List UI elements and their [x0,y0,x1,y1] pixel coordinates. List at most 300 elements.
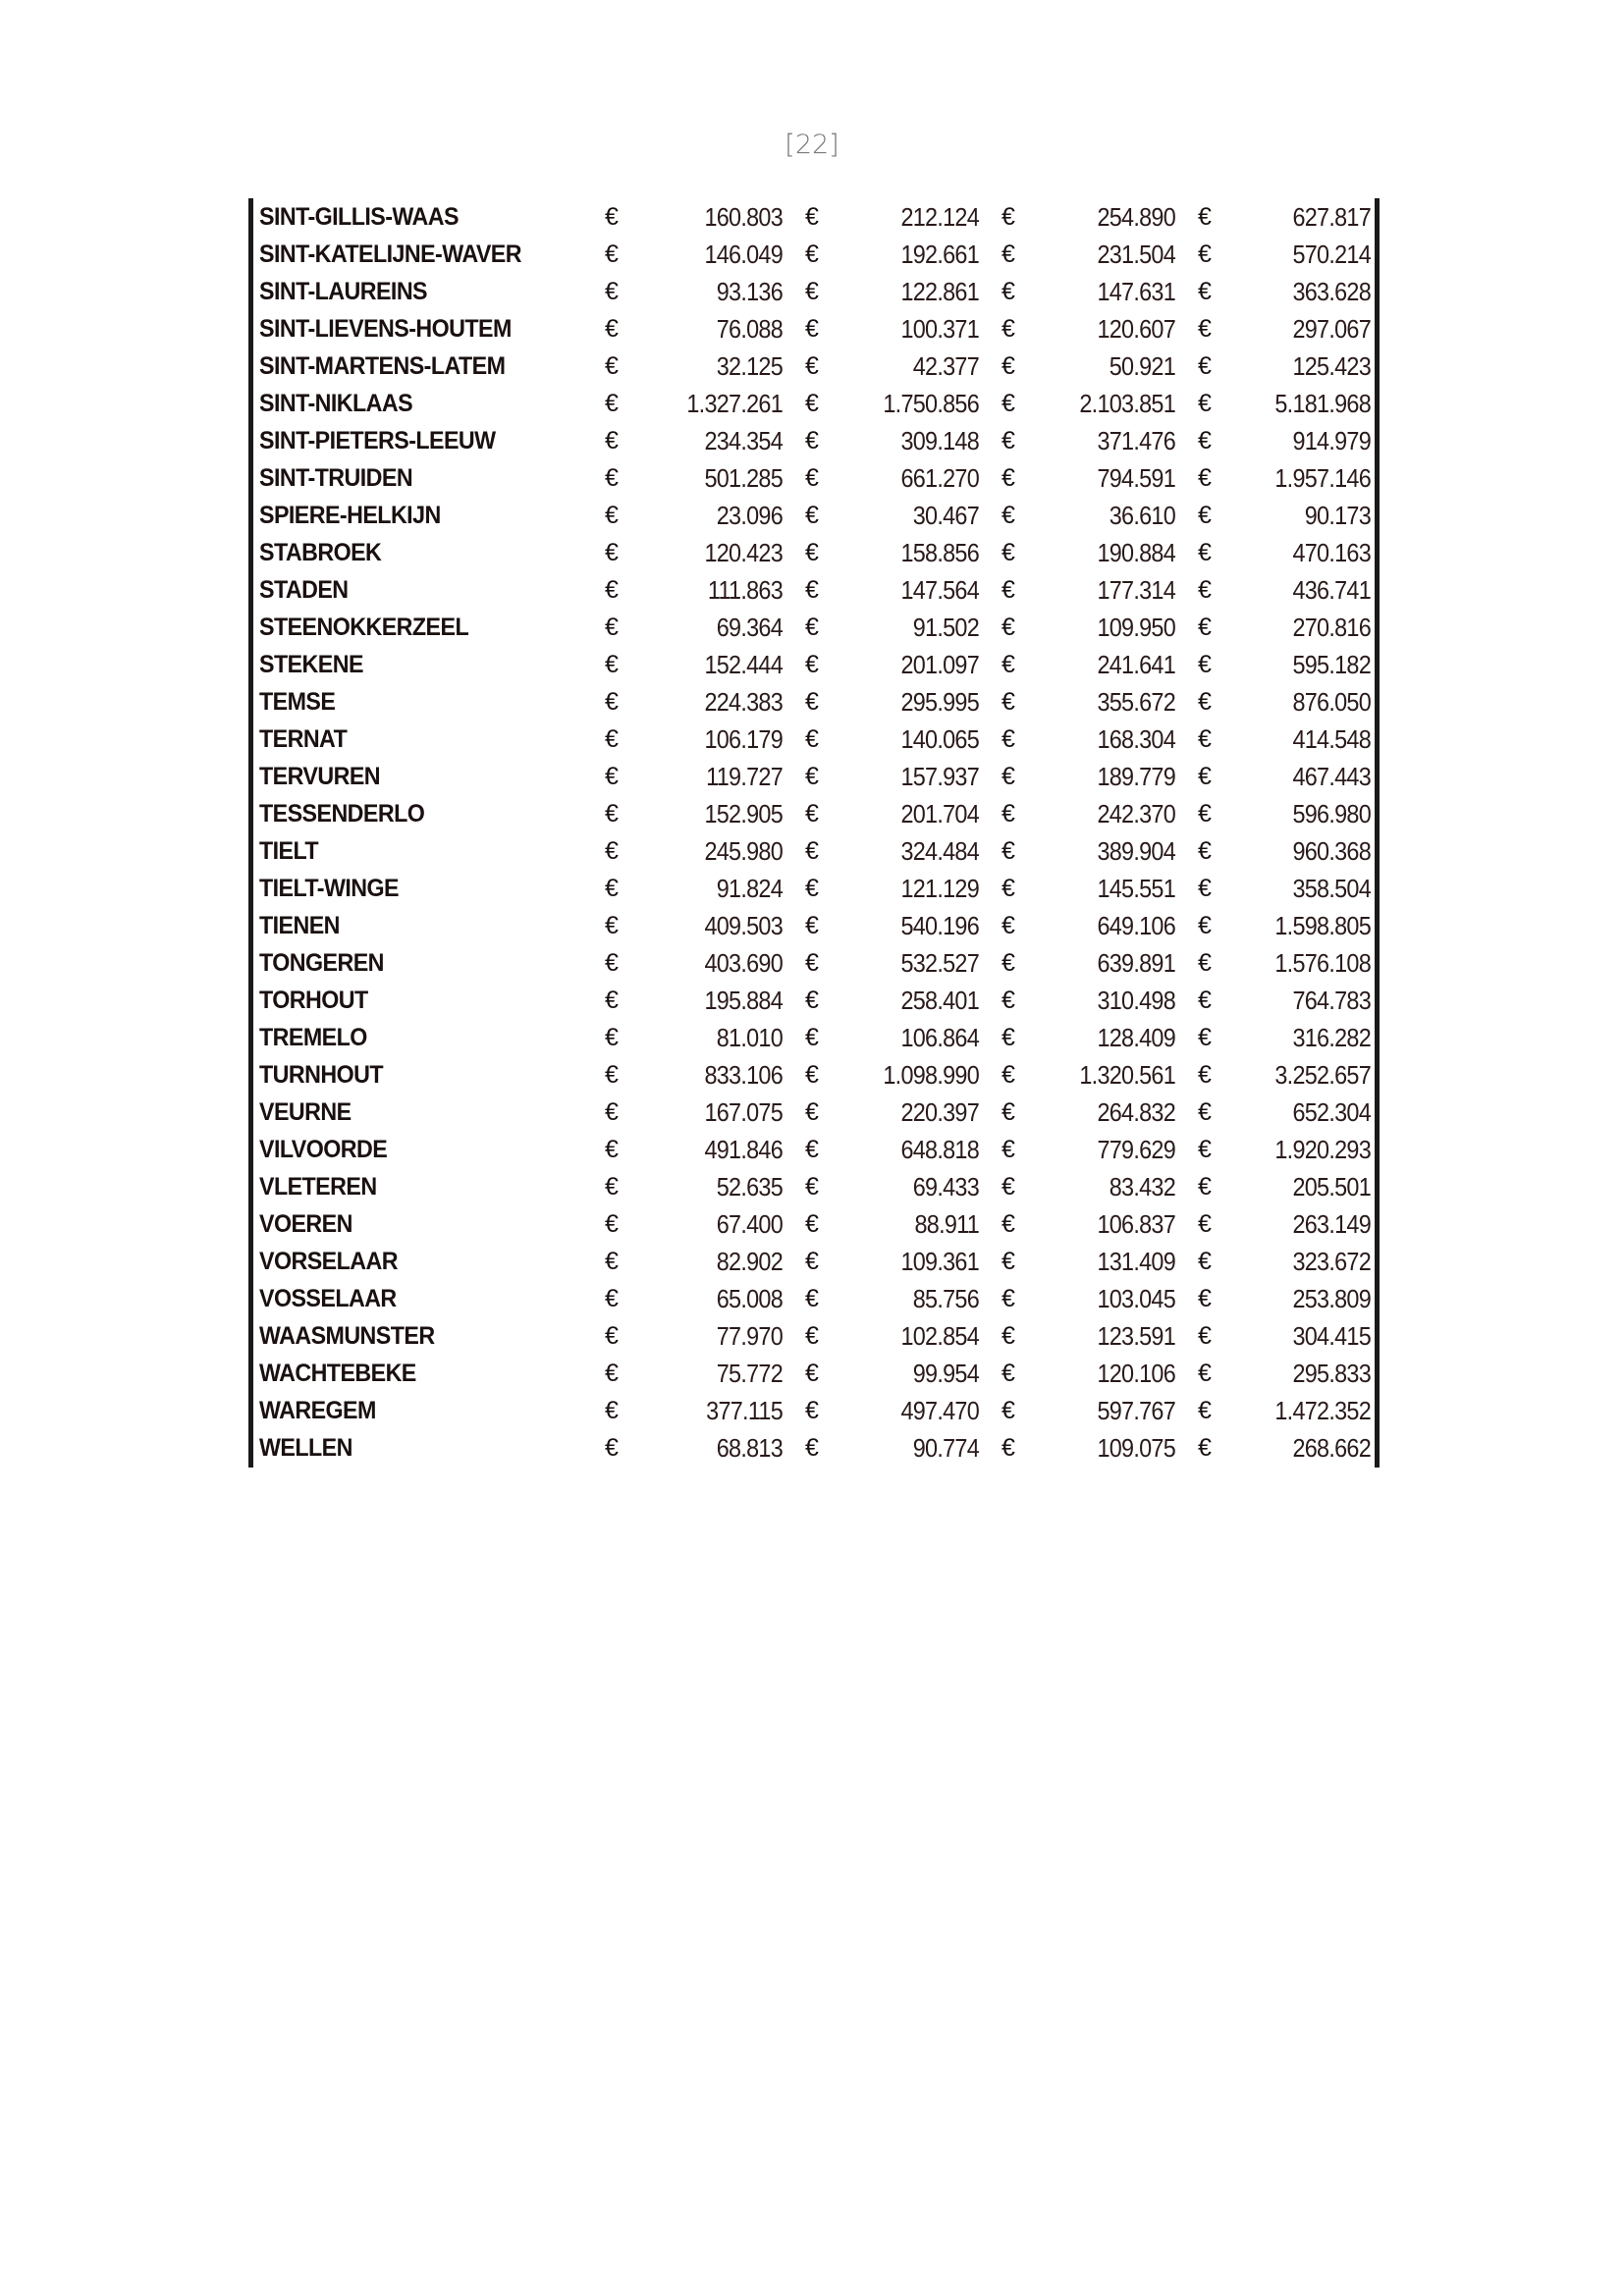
table-row [253,795,1375,832]
euro-sign: € [1001,725,1015,753]
amount-col-2: 90.774 [912,1433,979,1463]
amount-col-1: 833.106 [704,1060,783,1090]
amount-col-4: 436.741 [1292,575,1371,605]
euro-sign: € [1001,352,1015,380]
amount-col-3: 794.591 [1097,463,1175,493]
amount-col-1: 82.902 [716,1247,783,1276]
table-row [253,1355,1375,1392]
amount-col-4: 125.423 [1292,351,1371,381]
euro-sign: € [605,464,619,492]
amount-col-3: 355.672 [1097,687,1175,717]
euro-sign: € [1001,949,1015,977]
amount-col-2: 258.401 [900,986,979,1015]
amount-col-3: 106.837 [1097,1209,1175,1239]
table-row [253,198,1375,236]
municipality-name: TORHOUT [259,987,368,1014]
amount-col-1: 1.327.261 [686,389,783,418]
euro-sign: € [1198,576,1212,604]
amount-col-1: 69.364 [716,613,783,642]
table-row [253,347,1375,385]
municipality-name: TIENEN [259,912,340,939]
euro-sign: € [805,1210,819,1238]
amount-col-2: 532.527 [900,948,979,978]
table-row [253,1056,1375,1094]
amount-col-4: 1.472.352 [1274,1396,1371,1425]
amount-col-3: 371.476 [1097,426,1175,455]
euro-sign: € [605,502,619,529]
amount-col-4: 414.548 [1292,724,1371,754]
euro-sign: € [605,1098,619,1126]
euro-sign: € [1001,1210,1015,1238]
euro-sign: € [1198,725,1212,753]
table-row [253,1019,1375,1056]
municipality-name: STEENOKKERZEEL [259,614,469,641]
amount-col-2: 201.704 [900,799,979,828]
amount-col-4: 652.304 [1292,1097,1371,1127]
amount-col-1: 152.905 [704,799,783,828]
euro-sign: € [1001,875,1015,902]
euro-sign: € [1001,576,1015,604]
amount-col-2: 147.564 [900,575,979,605]
municipality-name: TIELT-WINGE [259,875,399,902]
municipality-name: STABROEK [259,539,382,566]
amount-col-2: 220.397 [900,1097,979,1127]
municipality-name: SINT-KATELIJNE-WAVER [259,240,521,268]
euro-sign: € [1198,614,1212,641]
euro-sign: € [605,1024,619,1051]
amount-col-3: 36.610 [1109,501,1175,530]
municipality-name: VOEREN [259,1210,352,1238]
amount-col-2: 309.148 [900,426,979,455]
table-row [253,1131,1375,1168]
euro-sign: € [605,1397,619,1424]
amount-col-1: 195.884 [704,986,783,1015]
amount-col-2: 69.433 [912,1172,979,1201]
euro-sign: € [605,1061,619,1089]
amount-col-2: 106.864 [900,1023,979,1052]
euro-sign: € [1001,688,1015,716]
amount-col-4: 304.415 [1292,1321,1371,1351]
euro-sign: € [605,800,619,828]
table-row [253,944,1375,982]
table-row [253,683,1375,721]
amount-col-3: 2.103.851 [1079,389,1175,418]
euro-sign: € [1001,1173,1015,1201]
euro-sign: € [805,1173,819,1201]
table-row [253,907,1375,944]
euro-sign: € [1001,800,1015,828]
amount-col-3: 120.106 [1097,1359,1175,1388]
euro-sign: € [1198,875,1212,902]
municipality-name: SINT-LAUREINS [259,278,428,305]
euro-sign: € [1198,1285,1212,1312]
euro-sign: € [1198,315,1212,343]
amount-col-3: 109.950 [1097,613,1175,642]
municipality-name: WACHTEBEKE [259,1360,416,1387]
euro-sign: € [1198,278,1212,305]
amount-col-1: 32.125 [716,351,783,381]
amount-col-4: 627.817 [1292,202,1371,232]
amount-col-1: 68.813 [716,1433,783,1463]
amount-col-2: 201.097 [900,650,979,679]
amount-col-4: 570.214 [1292,240,1371,269]
euro-sign: € [1198,203,1212,231]
euro-sign: € [805,278,819,305]
euro-sign: € [805,539,819,566]
euro-sign: € [805,1098,819,1126]
euro-sign: € [805,800,819,828]
municipality-name: VOSSELAAR [259,1285,397,1312]
euro-sign: € [605,1434,619,1462]
amount-col-4: 295.833 [1292,1359,1371,1388]
euro-sign: € [1001,1098,1015,1126]
euro-sign: € [805,875,819,902]
euro-sign: € [1198,800,1212,828]
municipality-name: VILVOORDE [259,1136,388,1163]
municipality-name: WELLEN [259,1434,352,1462]
amount-col-3: 231.504 [1097,240,1175,269]
euro-sign: € [805,763,819,790]
amount-col-4: 596.980 [1292,799,1371,828]
euro-sign: € [605,1173,619,1201]
municipality-name: SPIERE-HELKIJN [259,502,441,529]
amount-col-2: 102.854 [900,1321,979,1351]
amount-col-2: 99.954 [912,1359,979,1388]
amount-col-4: 358.504 [1292,874,1371,903]
amount-col-1: 409.503 [704,911,783,940]
amount-col-4: 316.282 [1292,1023,1371,1052]
amount-col-2: 192.661 [900,240,979,269]
amount-col-2: 109.361 [900,1247,979,1276]
euro-sign: € [1001,502,1015,529]
euro-sign: € [1198,539,1212,566]
municipality-name: SINT-TRUIDEN [259,464,413,492]
euro-sign: € [605,390,619,417]
table-row [253,1094,1375,1131]
amount-col-3: 189.779 [1097,762,1175,791]
amount-col-1: 146.049 [704,240,783,269]
euro-sign: € [805,240,819,268]
amount-col-2: 85.756 [912,1284,979,1313]
table-row [253,1317,1375,1355]
amount-col-4: 595.182 [1292,650,1371,679]
euro-sign: € [1001,837,1015,865]
amount-col-3: 109.075 [1097,1433,1175,1463]
euro-sign: € [1001,763,1015,790]
euro-sign: € [805,1061,819,1089]
euro-sign: € [605,651,619,678]
amount-col-3: 1.320.561 [1079,1060,1175,1090]
amount-col-3: 190.884 [1097,538,1175,567]
euro-sign: € [805,1285,819,1312]
table-row [253,1280,1375,1317]
euro-sign: € [1198,987,1212,1014]
amount-col-4: 467.443 [1292,762,1371,791]
table-row [253,609,1375,646]
euro-sign: € [1198,1360,1212,1387]
amount-col-2: 140.065 [900,724,979,754]
amount-col-2: 121.129 [900,874,979,903]
amount-col-2: 212.124 [900,202,979,232]
amount-col-4: 1.576.108 [1274,948,1371,978]
euro-sign: € [805,427,819,454]
amount-col-3: 389.904 [1097,836,1175,866]
euro-sign: € [1198,949,1212,977]
amount-col-4: 764.783 [1292,986,1371,1015]
amount-col-4: 914.979 [1292,426,1371,455]
euro-sign: € [1001,1322,1015,1350]
amount-col-3: 639.891 [1097,948,1175,978]
euro-sign: € [805,1322,819,1350]
euro-sign: € [605,315,619,343]
page-number: [22] [785,130,839,160]
euro-sign: € [1001,1061,1015,1089]
amount-col-3: 131.409 [1097,1247,1175,1276]
euro-sign: € [605,875,619,902]
euro-sign: € [605,576,619,604]
amount-col-1: 106.179 [704,724,783,754]
euro-sign: € [1198,1136,1212,1163]
euro-sign: € [1198,763,1212,790]
euro-sign: € [1001,1285,1015,1312]
euro-sign: € [805,912,819,939]
euro-sign: € [1198,240,1212,268]
euro-sign: € [605,427,619,454]
euro-sign: € [605,1248,619,1275]
amount-col-1: 93.136 [716,277,783,306]
euro-sign: € [805,1136,819,1163]
amount-col-1: 77.970 [716,1321,783,1351]
euro-sign: € [1001,390,1015,417]
amount-col-2: 295.995 [900,687,979,717]
amount-col-1: 224.383 [704,687,783,717]
municipality-name: STADEN [259,576,349,604]
amount-col-4: 323.672 [1292,1247,1371,1276]
table-row [253,646,1375,683]
euro-sign: € [605,763,619,790]
table-row [253,385,1375,422]
municipality-name: TESSENDERLO [259,800,425,828]
municipality-name: VLETEREN [259,1173,377,1201]
euro-sign: € [605,1136,619,1163]
table-row [253,1168,1375,1205]
euro-sign: € [605,688,619,716]
euro-sign: € [605,240,619,268]
euro-sign: € [1001,1360,1015,1387]
euro-sign: € [805,502,819,529]
euro-sign: € [805,390,819,417]
amount-col-3: 254.890 [1097,202,1175,232]
municipality-amounts-table [248,198,1380,1468]
amount-col-2: 540.196 [900,911,979,940]
euro-sign: € [605,1285,619,1312]
euro-sign: € [805,987,819,1014]
table-row [253,310,1375,347]
amount-col-3: 168.304 [1097,724,1175,754]
amount-col-1: 377.115 [706,1396,783,1425]
amount-col-4: 1.920.293 [1274,1135,1371,1164]
municipality-name: SINT-GILLIS-WAAS [259,203,459,231]
table-row [253,758,1375,795]
table-row [253,870,1375,907]
amount-col-3: 242.370 [1097,799,1175,828]
amount-col-1: 501.285 [704,463,783,493]
table-row [253,459,1375,497]
amount-col-1: 491.846 [704,1135,783,1164]
amount-col-2: 158.856 [900,538,979,567]
table-row [253,1243,1375,1280]
amount-col-1: 65.008 [716,1284,783,1313]
euro-sign: € [1001,987,1015,1014]
municipality-name: STEKENE [259,651,363,678]
table-row [253,832,1375,870]
euro-sign: € [1198,1061,1212,1089]
amount-col-1: 403.690 [704,948,783,978]
euro-sign: € [605,1210,619,1238]
municipality-name: TURNHOUT [259,1061,383,1089]
euro-sign: € [1198,1248,1212,1275]
amount-col-1: 167.075 [704,1097,783,1127]
euro-sign: € [1001,203,1015,231]
amount-col-3: 128.409 [1097,1023,1175,1052]
euro-sign: € [605,912,619,939]
amount-col-4: 90.173 [1304,501,1371,530]
municipality-name: TIELT [259,837,319,865]
amount-col-1: 23.096 [716,501,783,530]
euro-sign: € [1198,427,1212,454]
amount-col-2: 324.484 [900,836,979,866]
euro-sign: € [605,987,619,1014]
euro-sign: € [1198,912,1212,939]
municipality-name: TONGEREN [259,949,384,977]
amount-col-1: 111.863 [707,575,783,605]
euro-sign: € [1001,1024,1015,1051]
amount-col-2: 157.937 [900,762,979,791]
amount-col-1: 52.635 [716,1172,783,1201]
municipality-name: TERNAT [259,725,348,753]
euro-sign: € [1001,1136,1015,1163]
amount-col-4: 205.501 [1292,1172,1371,1201]
table-row [253,571,1375,609]
table-row [253,273,1375,310]
euro-sign: € [605,614,619,641]
amount-col-4: 263.149 [1292,1209,1371,1239]
euro-sign: € [1001,539,1015,566]
amount-col-3: 50.921 [1109,351,1175,381]
euro-sign: € [805,837,819,865]
amount-col-1: 81.010 [716,1023,783,1052]
euro-sign: € [1198,651,1212,678]
municipality-name: SINT-LIEVENS-HOUTEM [259,315,512,343]
euro-sign: € [805,1360,819,1387]
euro-sign: € [1198,390,1212,417]
amount-col-1: 245.980 [704,836,783,866]
euro-sign: € [1198,352,1212,380]
euro-sign: € [605,837,619,865]
table-row [253,422,1375,459]
euro-sign: € [1001,315,1015,343]
euro-sign: € [605,539,619,566]
table-row [253,1205,1375,1243]
euro-sign: € [805,1024,819,1051]
amount-col-3: 597.767 [1097,1396,1175,1425]
amount-col-4: 253.809 [1292,1284,1371,1313]
euro-sign: € [1001,278,1015,305]
euro-sign: € [805,1397,819,1424]
table-row [253,236,1375,273]
table-row [253,1429,1375,1467]
euro-sign: € [1198,1322,1212,1350]
euro-sign: € [805,1434,819,1462]
amount-col-2: 497.470 [900,1396,979,1425]
municipality-name: SINT-MARTENS-LATEM [259,352,506,380]
amount-col-3: 310.498 [1097,986,1175,1015]
amount-col-3: 103.045 [1097,1284,1175,1313]
amount-col-2: 42.377 [912,351,979,381]
euro-sign: € [805,203,819,231]
euro-sign: € [605,352,619,380]
amount-col-1: 75.772 [716,1359,783,1388]
amount-col-1: 160.803 [704,202,783,232]
euro-sign: € [1198,1434,1212,1462]
euro-sign: € [605,278,619,305]
euro-sign: € [1198,1024,1212,1051]
table-row [253,534,1375,571]
euro-sign: € [805,614,819,641]
euro-sign: € [1001,240,1015,268]
euro-sign: € [805,315,819,343]
municipality-name: VEURNE [259,1098,352,1126]
amount-col-1: 91.824 [716,874,783,903]
municipality-name: TEMSE [259,688,336,716]
euro-sign: € [1001,1434,1015,1462]
euro-sign: € [805,949,819,977]
euro-sign: € [605,1360,619,1387]
amount-col-4: 1.598.805 [1274,911,1371,940]
amount-col-4: 470.163 [1292,538,1371,567]
euro-sign: € [1001,1397,1015,1424]
amount-col-1: 152.444 [704,650,783,679]
amount-col-2: 88.911 [914,1209,979,1239]
euro-sign: € [1198,837,1212,865]
euro-sign: € [1001,464,1015,492]
amount-col-3: 177.314 [1097,575,1175,605]
amount-col-3: 649.106 [1097,911,1175,940]
amount-col-3: 264.832 [1097,1097,1175,1127]
amount-col-3: 123.591 [1097,1321,1175,1351]
amount-col-2: 648.818 [900,1135,979,1164]
amount-col-2: 1.098.990 [883,1060,979,1090]
euro-sign: € [1198,1173,1212,1201]
euro-sign: € [1198,502,1212,529]
euro-sign: € [805,1248,819,1275]
euro-sign: € [605,1322,619,1350]
amount-col-1: 119.727 [706,762,783,791]
municipality-name: SINT-PIETERS-LEEUW [259,427,496,454]
amount-col-4: 1.957.146 [1274,463,1371,493]
euro-sign: € [605,725,619,753]
euro-sign: € [605,203,619,231]
euro-sign: € [1198,1397,1212,1424]
municipality-name: WAASMUNSTER [259,1322,435,1350]
amount-col-3: 147.631 [1097,277,1175,306]
amount-col-4: 3.252.657 [1274,1060,1371,1090]
table-row [253,721,1375,758]
amount-col-2: 122.861 [900,277,979,306]
table-row [253,1392,1375,1429]
euro-sign: € [805,688,819,716]
amount-col-3: 779.629 [1097,1135,1175,1164]
